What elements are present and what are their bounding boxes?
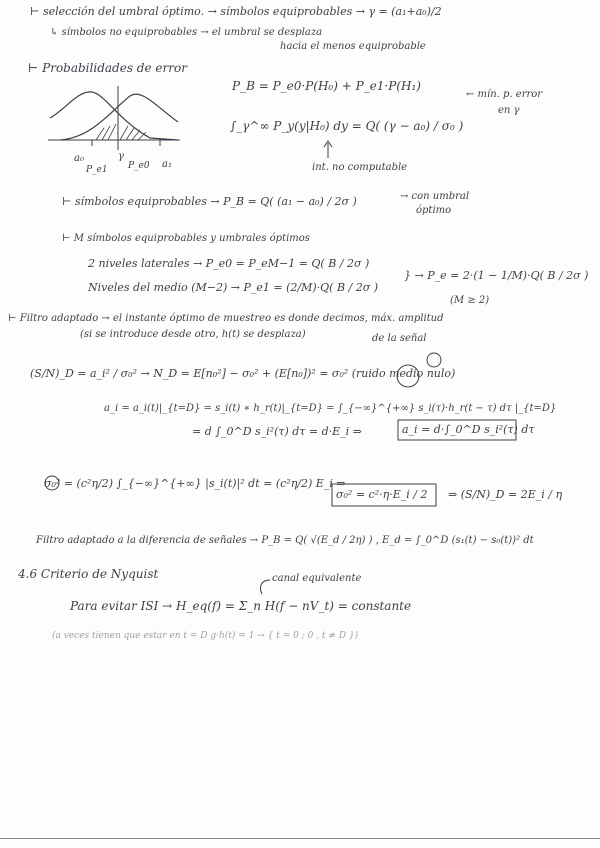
eq-pe-total: } → P_e = 2·(1 − 1/M)·Q( B / 2σ ) [404, 269, 589, 282]
fig-label-a1: a₁ [162, 159, 172, 170]
note-en-gamma: en γ [498, 105, 520, 116]
line-faint-note: (a veces tienen que estar en t = D g·h(t) = 1 → { t = 0 ; 0 , t ≠ D }) [52, 631, 359, 641]
note-de-la-senal: de la señal [372, 333, 427, 344]
heading-prob-error: ⊢ Probabilidades de error [28, 61, 187, 75]
fig-label-gamma: γ [118, 151, 124, 162]
eq-ai-energy: = d ∫_0^D s_i²(τ) dτ = d·E_i ⇒ [192, 425, 362, 438]
eq-nyquist-condition: Para evitar ISI → H_eq(f) = Σ_n H(f − nV_t) = constante [70, 599, 412, 613]
page-bottom-edge [0, 838, 600, 839]
line-m-simbolos: ⊢ M símbolos equiprobables y umbrales óptimos [62, 233, 310, 244]
fig-label-pe0: P_e0 [128, 161, 150, 171]
boxed-ai-text: a_i = d·∫_0^D s_i²(τ) dτ [402, 423, 535, 436]
note-con-umbral: → con umbral [400, 191, 470, 202]
line-desde-otro: (si se introduce desde otro, h(t) se desplaza) [80, 329, 306, 340]
eq-pb-total: P_B = P_e0·P(H₀) + P_e1·P(H₁) [232, 79, 421, 93]
heading-nyquist: 4.6 Criterio de Nyquist [18, 567, 159, 581]
eq-ai-convolution: a_i = a_i(t)|_{t=D} = s_i(t) ∗ h_r(t)|_{t=D} = ∫_{−∞}^{+∞} s_i(τ)·h_r(t − τ) dτ |_{t=D} [104, 403, 557, 414]
fig-label-pe1: P_e1 [86, 165, 108, 175]
note-canal-equivalente: canal equivalente [272, 573, 362, 584]
line-filtro-diferencia: Filtro adaptado a la diferencia de señales → P_B = Q( √(E_d / 2η) ) , E_d = ∫_0^D (s₁(t) − s₀(t))² dt [36, 535, 534, 546]
eq-sigma-noise: σ₀² = (c²η/2) ∫_{−∞}^{+∞} |s_i(t)|² dt = (c²η/2) E_i ⇒ [44, 477, 346, 490]
note-optimo: óptimo [416, 205, 452, 216]
eq-niveles-medio: Niveles del medio (M−2) → P_e1 = (2/M)·Q( B / 2σ ) [88, 281, 379, 294]
eq-integral-q: ∫_γ^∞ P_y(y|H₀) dy = Q( (γ − a₀) / σ₀ ) [230, 119, 464, 133]
eq-niveles-laterales: 2 niveles laterales → P_e0 = P_eM−1 = Q( B / 2σ ) [88, 257, 370, 270]
star-marker-circle [427, 353, 441, 367]
line-desplaza-umbral: hacia el menos equiprobable [280, 41, 426, 52]
note-no-computable: int. no computable [312, 162, 408, 173]
note-m-condition: (M ≥ 2) [450, 295, 490, 306]
heading-filtro-adaptado: ⊢ Filtro adaptado → el instante óptimo de muestreo es donde decimos, máx. amplitud [8, 313, 444, 324]
fig-label-a0: a₀ [74, 153, 84, 164]
eq-snr-result: ⇒ (S/N)_D = 2E_i / η [448, 488, 563, 501]
line-umbral-optimo: ⊢ selección del umbral óptimo. → símbolos equiprobables → γ = (a₁+a₀)/2 [30, 5, 442, 18]
boxed-sigma-text: σ₀² = c²·η·E_i / 2 [336, 488, 428, 501]
line-no-equiprobables: ↳ símbolos no equiprobables → el umbral se desplaza [50, 27, 323, 38]
note-min-error: ← mín. p. error [466, 89, 543, 100]
line-simbolos-equiprobables: ⊢ símbolos equiprobables → P_B = Q( (a₁ − a₀) / 2σ ) [62, 195, 357, 208]
eq-snr-noise: (S/N)_D = a_i² / σ₀² → N_D = E[n₀²] − σ₀² + (E[n₀])² = σ₀² (ruido medio nulo) [30, 367, 456, 380]
